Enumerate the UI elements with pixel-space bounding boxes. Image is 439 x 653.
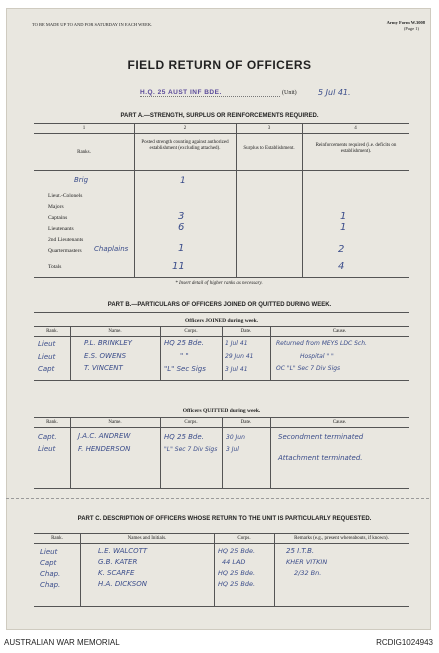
part-c-row-4-name: H.A. DICKSON: [98, 580, 147, 588]
quitted-col-divider-4: [270, 417, 271, 488]
part-c-row-4-rank: Chap.: [40, 581, 61, 589]
part-a-colhead-posted: Posted strength counting against authorized establishment (excluding attached).: [141, 140, 229, 151]
joined-col-corps: Corps.: [184, 329, 198, 334]
quitted-col-date: Date.: [240, 420, 252, 425]
footer-source: AUSTRALIAN WAR MEMORIAL: [4, 638, 120, 647]
part-a-row-brig-posted: 1: [180, 176, 186, 186]
joined-row-1-corps: HQ 25 Bde.: [164, 339, 204, 347]
quitted-row-1-corps: HQ 25 Bde.: [164, 433, 204, 441]
part-c-row-1-corps: HQ 25 Bde.: [218, 547, 256, 555]
part-a-colnum-rule: [34, 133, 409, 134]
army-form-number: Army Form W.3008: [386, 20, 425, 25]
unit-label: (Unit): [282, 90, 297, 96]
joined-col-date: Date.: [240, 329, 252, 334]
part-a-row-captains-posted: 3: [178, 211, 185, 222]
part-a-bottom-rule: [34, 277, 409, 278]
quitted-row-1-cause: Secondment terminated: [278, 433, 364, 441]
part-a-colhead-surplus: Surplus to Establishment.: [243, 146, 295, 151]
joined-row-2-cause: Hospital " ": [300, 353, 334, 360]
part-c-row-1-rank: Lieut: [40, 548, 58, 556]
part-a-row-qm-rank: Quartermasters: [48, 248, 82, 254]
part-a-col-divider-1: [134, 123, 135, 277]
joined-row-2-name: E.S. OWENS: [84, 352, 127, 360]
part-c-row-2-corps: 44 LAD: [222, 558, 246, 566]
part-c-col-remarks: Remarks (e.g., present whereabouts, if known).: [294, 536, 389, 541]
part-c-row-2-remarks: KHER VITKIN: [286, 558, 328, 566]
part-b-heading: PART B.—PARTICULARS OF OFFICERS JOINED OR QUITTED DURING WEEK.: [107, 302, 332, 308]
part-c-col-name: Names and Initials.: [127, 536, 167, 541]
part-a-heading: PART A.—STRENGTH, SURPLUS OR REINFORCEMENTS REQUIRED.: [120, 113, 319, 119]
part-a-row-lieutenants-reinf: 1: [340, 222, 347, 233]
quitted-heading: Officers QUITTED during week.: [182, 408, 261, 414]
part-a-footnote: * Insert detail of higher ranks as necessary.: [175, 281, 263, 286]
joined-row-3-corps: "L" Sec Sigs: [164, 365, 206, 373]
quitted-row-2-name: F. HENDERSON: [78, 445, 131, 453]
part-a-col-divider-2: [236, 123, 237, 277]
quitted-col-divider-1: [70, 417, 71, 488]
quitted-col-cause: Cause.: [332, 420, 347, 425]
part-c-heading: PART C. DESCRIPTION OF OFFICERS WHOSE RETURN TO THE UNIT IS PARTICULARLY REQUESTED.: [77, 516, 372, 522]
part-a-row-2lt-rank: 2nd Lieutenants: [48, 237, 84, 243]
joined-col-rank: Rank.: [46, 329, 58, 334]
part-a-row-lieutenants-posted: 6: [178, 222, 185, 233]
footer-reference: RCDIG1024943: [376, 638, 433, 647]
part-c-head-rule-top: [34, 533, 409, 534]
form-header: [26, 20, 425, 31]
joined-row-2-rank: Lieut: [38, 353, 56, 361]
quitted-row-2-cause: Attachment terminated.: [278, 454, 363, 462]
unit-line: [140, 96, 280, 97]
joined-row-2-corps: " ": [180, 352, 189, 360]
joined-bottom-rule: [34, 380, 409, 381]
joined-row-1-rank: Lieut: [38, 340, 56, 348]
part-c-row-3-name: K. SCARFE: [98, 569, 135, 577]
part-a-row-totals-rank: Totals: [48, 264, 62, 270]
quitted-row-2-corps: "L" Sec 7 Div Sigs: [164, 446, 218, 453]
part-a-row-totals-reinf: 4: [338, 261, 345, 272]
unit-stamp: H.Q. 25 AUST INF BDE.: [140, 89, 222, 96]
part-b-top-rule: [34, 312, 409, 313]
part-a-row-totals-posted: 11: [172, 261, 185, 272]
return-date: 5 Jul 41.: [318, 88, 351, 97]
part-a-row-qm-extra: Chaplains: [94, 245, 129, 253]
joined-row-3-name: T. VINCENT: [84, 364, 123, 372]
header-instruction: TO BE MADE UP TO AND FOR SATURDAY IN EACH WEEK.: [32, 22, 153, 27]
joined-row-1-name: P.L. BRINKLEY: [84, 339, 132, 347]
part-c-row-1-name: L.E. WALCOTT: [98, 547, 148, 555]
quitted-row-2-date: 3 Jul: [226, 446, 239, 453]
joined-row-1-cause: Returned from MEYS LDC Sch.: [276, 340, 367, 347]
quitted-col-corps: Corps.: [184, 420, 198, 425]
part-c-row-1-remarks: 25 I.T.B.: [286, 547, 315, 555]
part-c-row-2-rank: Capt: [40, 559, 57, 567]
quitted-bottom-rule: [34, 488, 409, 489]
quitted-col-rank: Rank.: [46, 420, 58, 425]
joined-row-2-date: 29 Jun 41: [225, 353, 254, 360]
quitted-row-2-rank: Lieut: [38, 445, 56, 453]
page-number: (Page 1): [403, 26, 419, 31]
quitted-row-1-name: J.A.C. ANDREW: [78, 432, 131, 440]
part-a-row-brig-rank: Brig: [74, 176, 89, 184]
part-a-top-rule: [34, 123, 409, 124]
part-c-col-corps: Corps.: [237, 536, 251, 541]
part-a-colnum-4: 4: [354, 126, 357, 131]
part-c-row-3-remarks: 2/32 Bn.: [294, 569, 322, 577]
page-title: FIELD RETURN OF OFFICERS: [127, 58, 312, 72]
part-c-col-divider-3: [274, 533, 275, 606]
part-c-row-3-rank: Chap.: [40, 570, 61, 578]
quitted-col-divider-2: [160, 417, 161, 488]
part-a-row-captains-reinf: 1: [340, 211, 347, 222]
part-a-colhead-ranks: Ranks.: [77, 150, 91, 155]
part-a-row-majors-rank: Majors: [48, 204, 64, 210]
part-c-row-4-corps: HQ 25 Bde.: [218, 580, 256, 588]
joined-row-3-cause: OC "L" Sec 7 Div Sigs: [276, 365, 341, 372]
part-a-row-ltcol-rank: Lieut.-Colonels: [48, 193, 83, 199]
part-c-head-rule-bottom: [34, 543, 409, 544]
joined-row-3-rank: Capt: [38, 365, 55, 373]
perforation-line: [6, 498, 429, 499]
part-a-col-divider-3: [302, 123, 303, 277]
joined-col-name: Name.: [108, 329, 122, 334]
quitted-row-1-rank: Capt.: [38, 433, 57, 441]
part-a-row-lieutenants-rank: Lieutenants: [48, 226, 74, 232]
part-a-row-qm-posted: 1: [178, 243, 185, 254]
joined-col-cause: Cause.: [332, 329, 347, 334]
part-a-colhead-reinf: Reinforcements required (i.e. deficits on establishment).: [315, 143, 397, 154]
part-a-colnum-2: 2: [183, 126, 187, 131]
part-a-colnum-1: 1: [82, 126, 86, 131]
part-c-col-divider-2: [214, 533, 215, 606]
quitted-col-name: Name.: [108, 420, 122, 425]
quitted-col-divider-3: [222, 417, 223, 488]
part-c-bottom-rule: [34, 606, 409, 607]
joined-row-1-date: 1 Jul 41: [225, 340, 248, 347]
joined-heading: Officers JOINED during week.: [184, 318, 259, 324]
part-a-header-rule: [34, 170, 409, 171]
part-c-col-rank: Rank.: [51, 536, 63, 541]
part-a-colnum-3: 3: [267, 126, 271, 131]
quitted-row-1-date: 30 Jun: [226, 434, 245, 441]
part-a-row-captains-rank: Captains: [48, 215, 68, 221]
part-c-col-divider-1: [80, 533, 81, 606]
part-a-row-qm-reinf: 2: [338, 244, 345, 255]
part-c-row-3-corps: HQ 25 Bde.: [218, 569, 256, 577]
part-c-row-2-name: G.B. KATER: [98, 558, 138, 566]
joined-row-3-date: 3 Jul 41: [225, 366, 248, 373]
